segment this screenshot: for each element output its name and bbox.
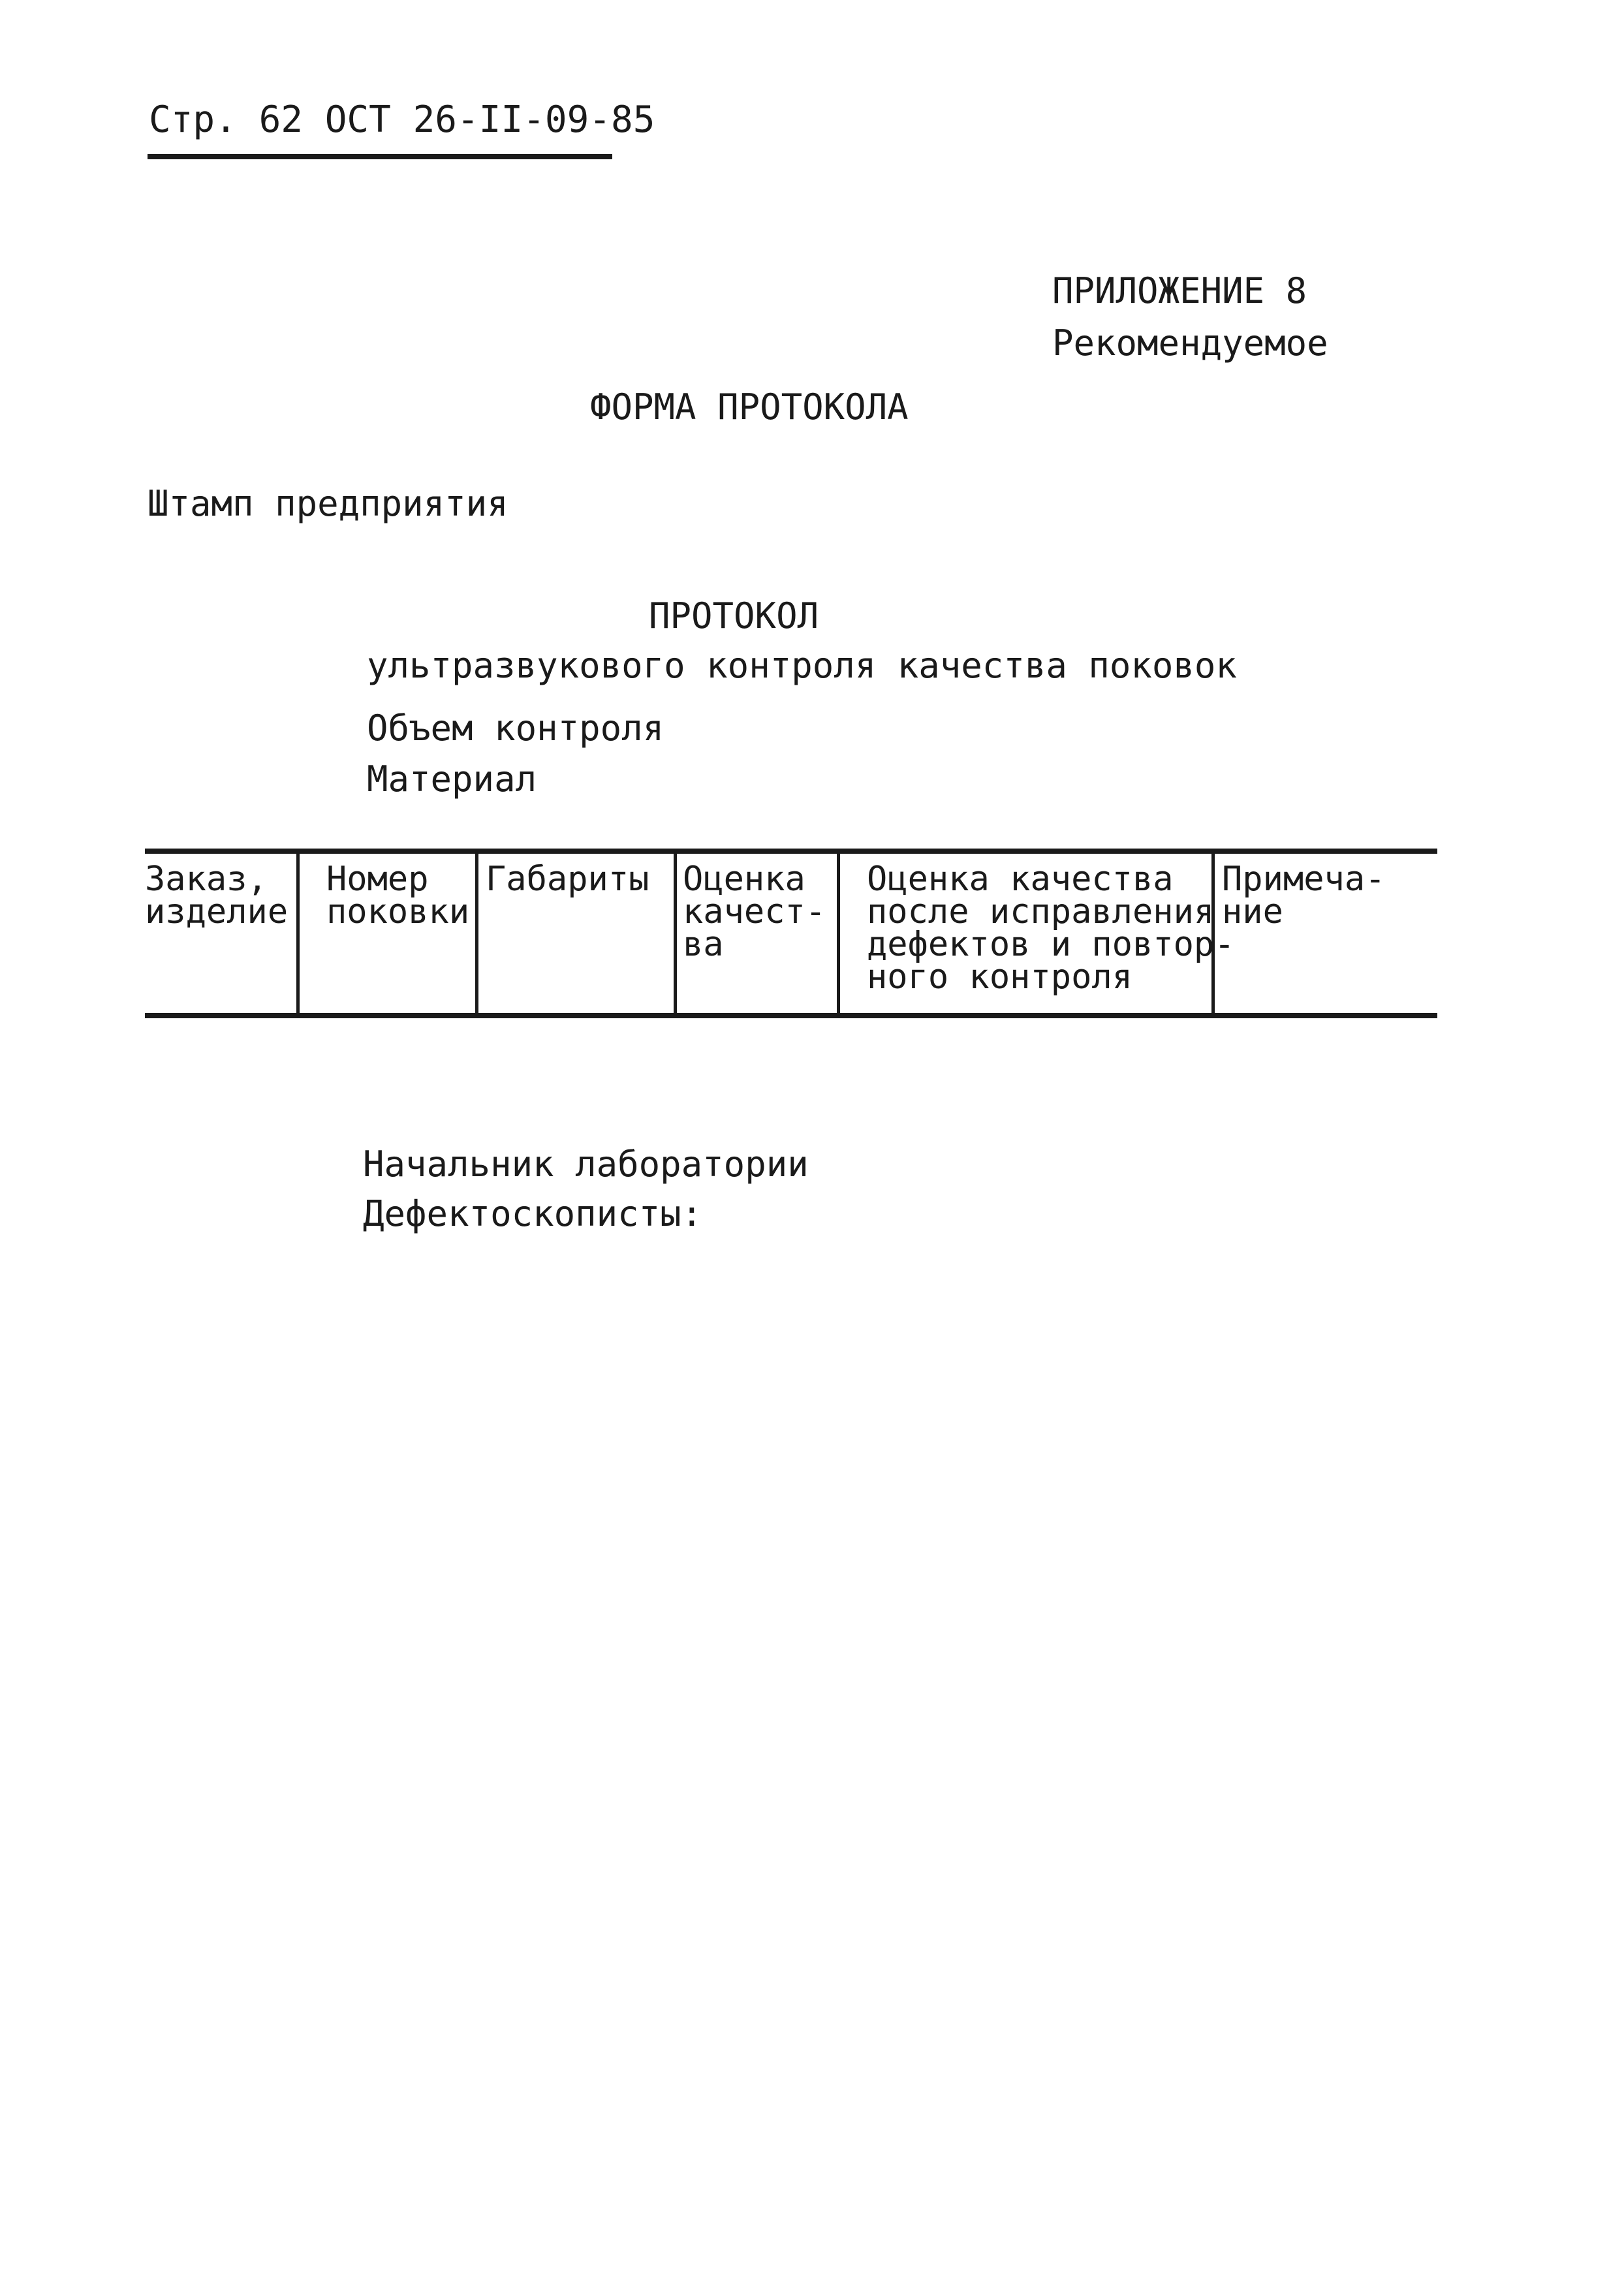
- column-header-requality: Оценка качества после исправления дефектов и повтор- ного контроля: [867, 860, 1235, 997]
- table-top-rule: [145, 849, 1437, 854]
- stamp-label: Штамп предприятия: [148, 483, 508, 524]
- appendix-title: ПРИЛОЖЕНИЕ 8: [1052, 270, 1307, 311]
- column-header-quality: Оценка качест- ва: [683, 860, 826, 964]
- table-bottom-rule: [145, 1013, 1437, 1018]
- protocol-subtitle: ультразвукового контроля качества поковок: [367, 645, 1237, 686]
- page-reference: Стр. 62 ОСТ 26-II-09-85: [149, 99, 655, 141]
- protocol-table: [145, 849, 1437, 1018]
- field-volume: Объем контроля: [367, 708, 664, 749]
- column-header-dimensions: Габариты: [486, 860, 649, 899]
- column-header-notes: Примеча- ние: [1222, 860, 1386, 931]
- field-material: Материал: [367, 758, 537, 800]
- column-header-order: Заказ, изделие: [145, 860, 289, 931]
- column-divider: [475, 849, 478, 1018]
- column-divider: [837, 849, 840, 1018]
- protocol-title: ПРОТОКОЛ: [649, 595, 819, 636]
- form-title: ФОРМА ПРОТОКОЛА: [590, 386, 909, 428]
- signature-inspectors: Дефектоскописты:: [363, 1193, 703, 1234]
- column-header-forging-number: Номер поковки: [326, 860, 470, 931]
- column-divider: [674, 849, 677, 1018]
- header-underline: [148, 154, 612, 159]
- appendix-status: Рекомендуемое: [1052, 322, 1328, 364]
- signature-lab-head: Начальник лаборатории: [363, 1144, 809, 1185]
- column-divider: [296, 849, 300, 1018]
